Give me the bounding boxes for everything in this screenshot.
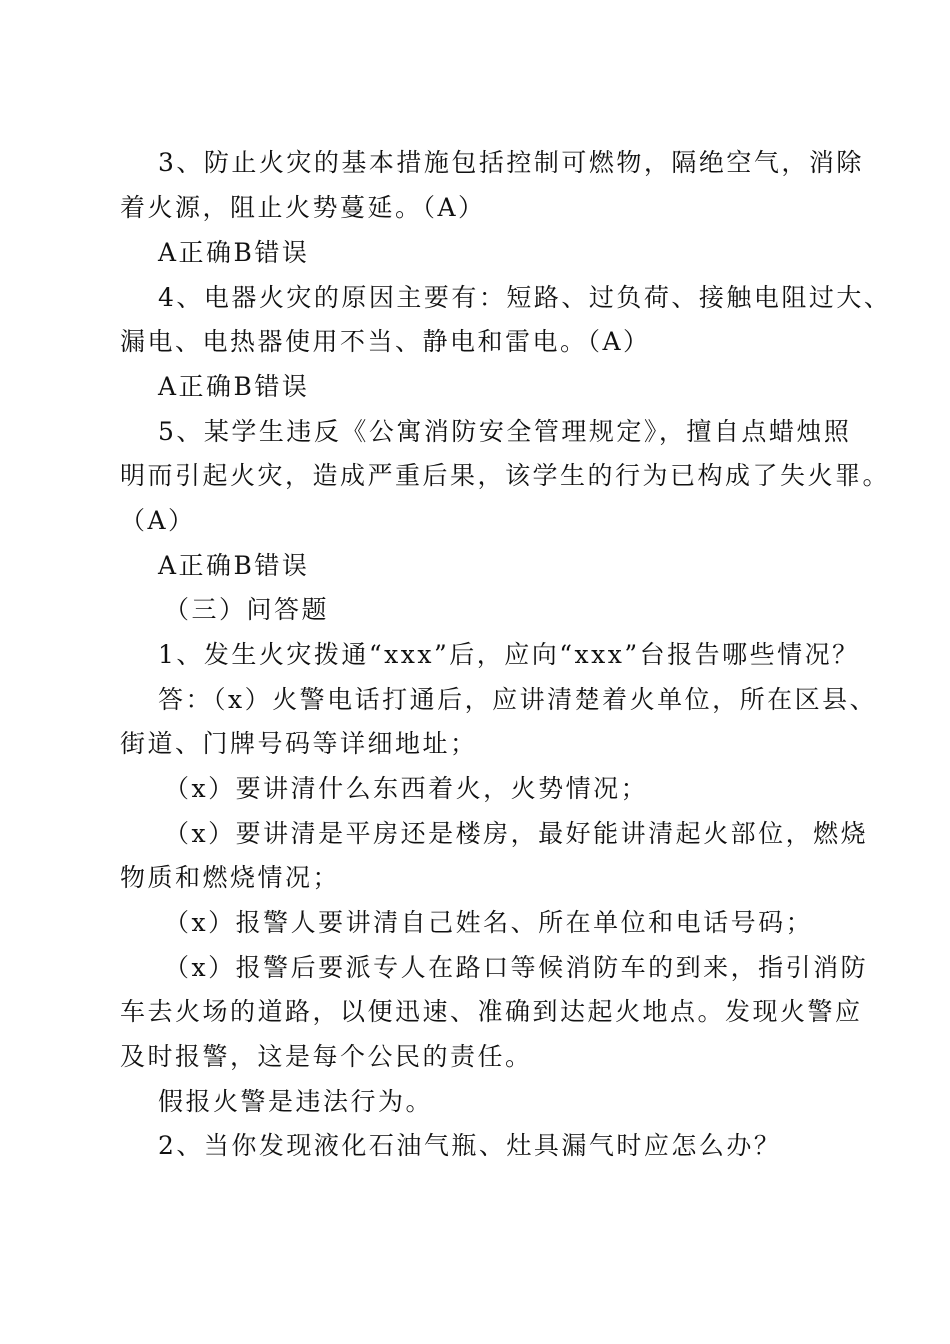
qa1-point-3-line-2: 物质和燃烧情况； <box>120 863 341 892</box>
qa2-question: 2、当你发现液化石油气瓶、灶具漏气时应怎么办？ <box>158 1131 782 1160</box>
q3-line-2: 着火源，阻止火势蔓延。（A） <box>120 193 486 222</box>
q5-line-2: 明而引起火灾，造成严重后果，该学生的行为已构成了失火罪。 <box>120 461 891 490</box>
qa1-point-4: （x）报警人要讲清自己姓名、所在单位和电话号码； <box>164 908 814 937</box>
qa1-point-5-line-1: （x）报警后要派专人在路口等候消防车的到来，指引消防 <box>164 953 869 982</box>
q3-line-1: 3、防止火灾的基本措施包括控制可燃物，隔绝空气，消除 <box>158 148 864 177</box>
qa1-point-5-line-2: 车去火场的道路，以便迅速、准确到达起火地点。发现火警应 <box>120 997 863 1026</box>
q4-line-1: 4、电器火灾的原因主要有：短路、过负荷、接触电阻过大、 <box>158 283 892 312</box>
qa1-answer-line-1: 答：（x）火警电话打通后，应讲清楚着火单位，所在区县、 <box>158 685 878 714</box>
q5-answer: （A） <box>120 506 196 535</box>
qa1-point-5-line-3: 及时报警，这是每个公民的责任。 <box>120 1042 533 1071</box>
q4-line-2: 漏电、电热器使用不当、静电和雷电。（A） <box>120 327 651 356</box>
qa1-question: 1、发生火灾拨通“xxx”后，应向“xxx”台报告哪些情况？ <box>158 640 860 669</box>
q5-options: A正确B错误 <box>158 551 310 580</box>
qa1-answer-line-2: 街道、门牌号码等详细地址； <box>120 729 478 758</box>
section-heading: （三）问答题 <box>164 595 330 624</box>
qa1-note: 假报火警是违法行为。 <box>158 1087 434 1116</box>
q5-line-1: 5、某学生违反《公寓消防安全管理规定》，擅自点蜡烛照 <box>158 417 852 446</box>
qa1-point-3-line-1: （x）要讲清是平房还是楼房，最好能讲清起火部位，燃烧 <box>164 819 869 848</box>
qa1-point-2: （x）要讲清什么东西着火，火势情况； <box>164 774 649 803</box>
q4-options: A正确B错误 <box>158 372 310 401</box>
q3-options: A正确B错误 <box>158 238 310 267</box>
